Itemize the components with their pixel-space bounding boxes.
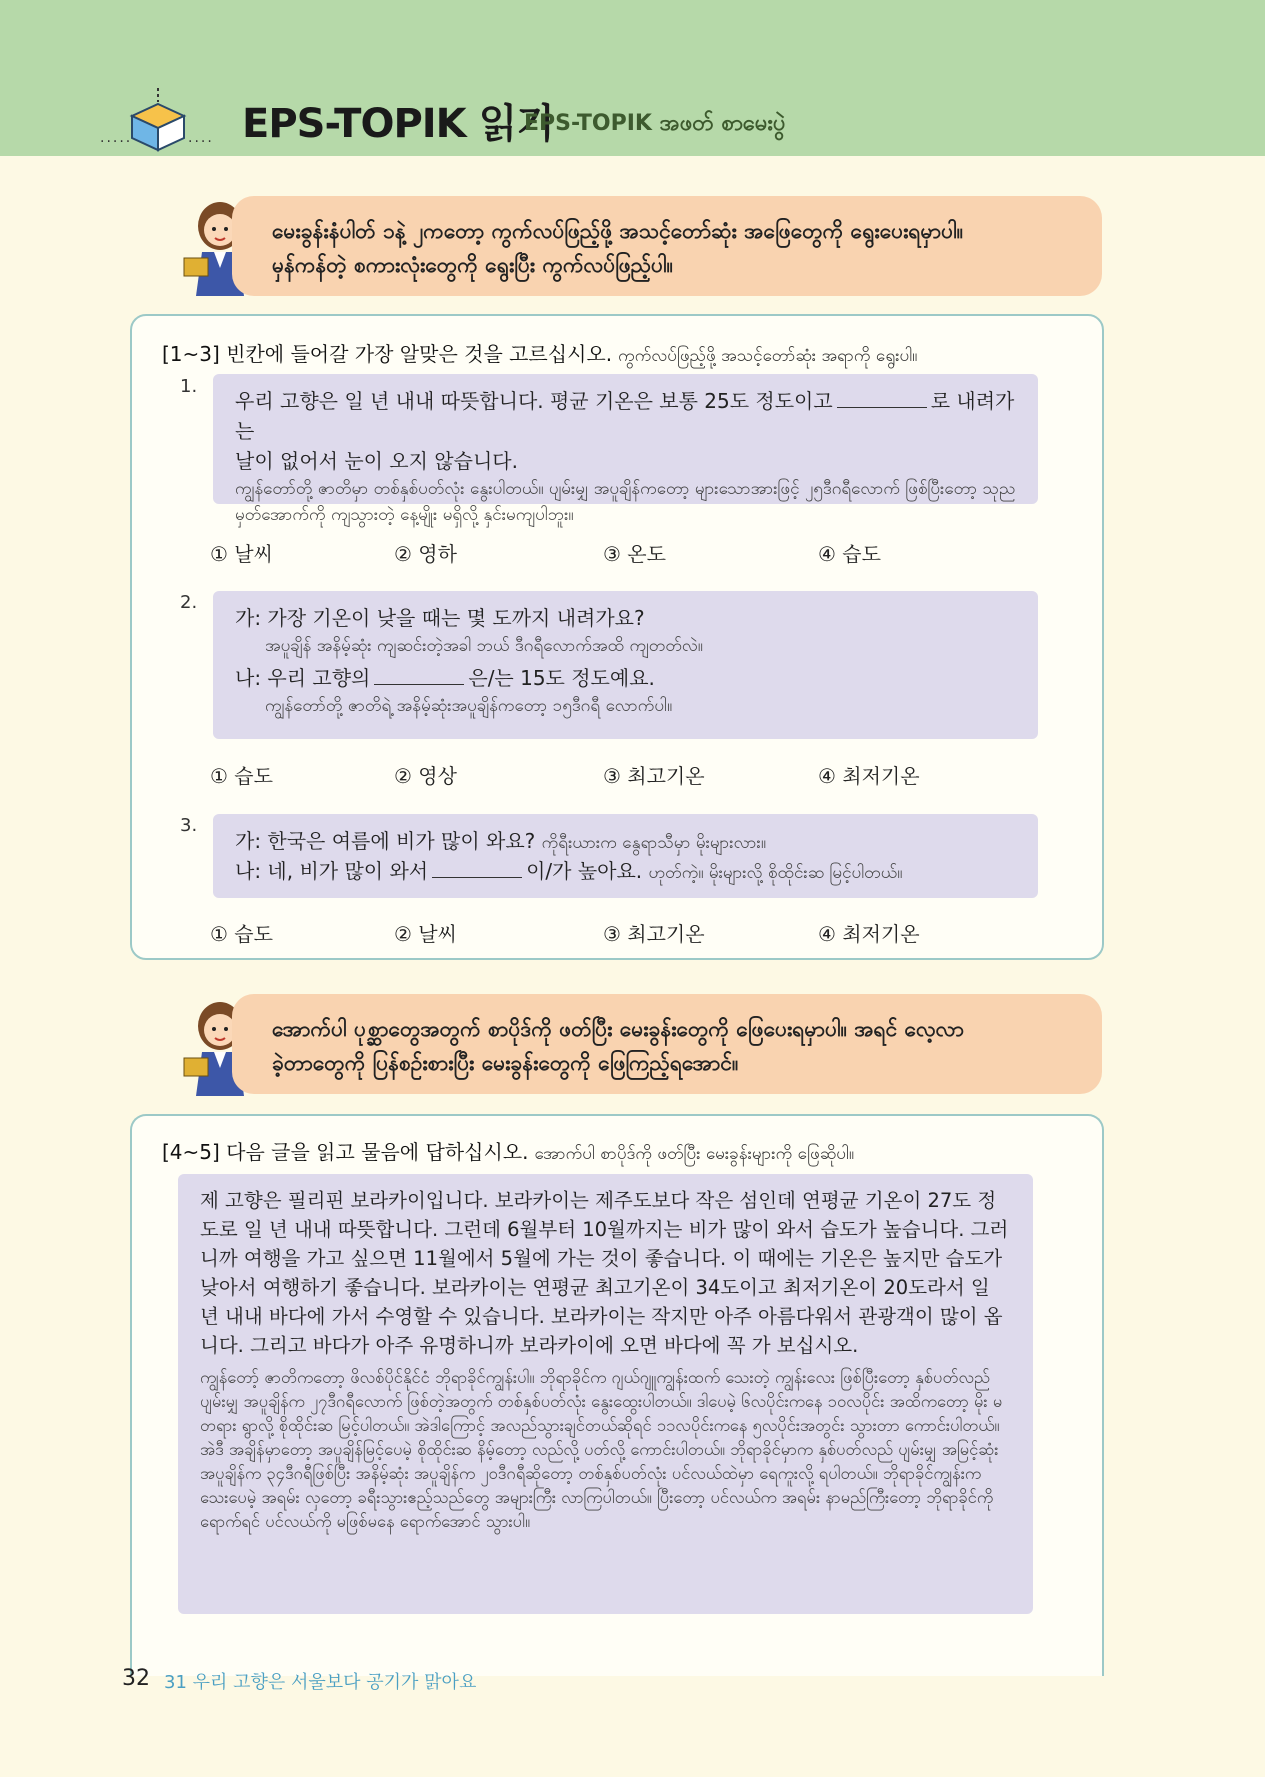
q1-option-3[interactable]: ③ 온도 [603,542,666,566]
q3-line-2-translation: ဟုတ်ကဲ့။ မိုးများလို့ စိုထိုင်းဆ မြင့်ပါတယ်။ [648,863,903,883]
bubble-1-line-1: မေးခွန်းနံပါတ် ၁နဲ့ ၂ကတော့ ကွက်လပ်ဖြည့်ဖို့ အသင့်တော်ဆုံး အဖြေတွေကို ရွေးပေးရမှာပါ။ [272,219,964,243]
page-title: EPS-TOPIK 읽기 [242,101,554,147]
question-2-panel [213,591,1038,739]
q1-option-2[interactable]: ② 영하 [394,542,457,566]
q1-text-b: 로 내려가는 [235,389,1015,443]
q3-option-1[interactable]: ① 습도 [210,922,273,946]
instruction-my: ကွက်လပ်ဖြည့်ဖို့ အသင့်တော်ဆုံး အရာကို ရွေးပါ။ [618,346,918,366]
q3-blank[interactable] [432,859,522,878]
q3-line-2-b: 이/가 높아요. [526,859,643,883]
q2-line-1: 가: 가장 기온이 낮을 때는 몇 도까지 내려가요? [235,606,645,630]
q2-option-3[interactable]: ③ 최고기온 [603,764,705,788]
instruction-2-ko: [4~5] 다음 글을 읽고 물음에 답하십시오. [162,1140,529,1164]
q2-blank[interactable] [374,666,464,685]
section-1-instruction [162,338,917,370]
bubble-2-line-1: အောက်ပါ ပုစ္ဆာတွေအတွက် စာပိုဒ်ကို ဖတ်ပြီး မေးခွန်းတွေကို ဖြေပေးရမှာပါ။ အရင် လေ့လာ [272,1017,964,1041]
section-2-instruction [162,1136,854,1168]
q1-text-a: 우리 고향은 일 년 내내 따뜻합니다. 평균 기온은 보통 25도 정도이고 [235,389,833,413]
q3-option-2[interactable]: ② 날씨 [394,922,457,946]
bubble-2-line-2: ခဲ့တာတွေကို ပြန်စဉ်းစားပြီး မေးခွန်းတွေကို ဖြေကြည့်ရအောင်။ [272,1051,739,1075]
q1-blank[interactable] [837,389,927,408]
q2-line-1-translation: အပူချိန် အနိမ့်ဆုံး ကျဆင်းတဲ့အခါ ဘယ် ဒီဂရီလောက်အထိ ကျတတ်လဲ။ [265,636,703,656]
q2-line-2-translation: ကျွန်တော်တို့ ဇာတိရဲ့ အနိမ့်ဆုံးအပူချိန်ကတော့ ၁၅ဒီဂရီ လောက်ပါ။ [265,696,673,716]
passage-myanmar: ကျွန်တော့် ဇာတိကတော့ ဖိလစ်ပိုင်နိုင်ငံ ဘိုရာခိုင်ကျွန်းပါ။ ဘိုရာခိုင်က ဂျယ်ဂျူကျွန်းထက် သေးတဲ့ ကျွန်းလေး ဖြစ်ပြီးတော့ နှစ်ပတ်လည် ပျမ်းမျှ အပူချိန်က ၂၇ဒီဂရီလောက် ဖြစ်တဲ့အတွက် တစ်နှစ်ပတ်လုံး နွေးထွေးပါတယ်။ ဒါပေမဲ့ ၆လပိုင်းကနေ ၁၀လပိုင်း အထိကတော့ မိုး မတရား ရွာလို့ စိုထိုင်းဆ မြင့်ပါတယ်။ အဲဒါကြောင့် အလည်သွားချင်တယ်ဆိုရင် ၁၁လပိုင်းကနေ ၅လပိုင်းအတွင်း သွားတာ ကောင်းပါတယ်။ အဲဒီ အချိန်မှာတော့ အပူချိန်မြင့်ပေမဲ့ စိုထိုင်းဆ နိမ့်တော့ လည်လို့ ပတ်လို့ ကောင်းပါတယ်။ ဘိုရာခိုင်မှာက နှစ်ပတ်လည် ပျမ်းမျှ အမြင့်ဆုံး အပူချိန်က ၃၄ဒီဂရီဖြစ်ပြီး အနိမ့်ဆုံး အပူချိန်က ၂၀ဒီဂရီဆိုတော့ တစ်နှစ်ပတ်လုံး ပင်လယ်ထဲမှာ ရေကူးလို့ ရပါတယ်။ ဘိုရာခိုင်ကျွန်းက သေးပေမဲ့ အရမ်း လှတော့ ခရီးသွားဧည့်သည်တွေ အများကြီး လာကြပါတယ်။ ပြီးတော့ ပင်လယ်က အရမ်း နာမည်ကြီးတော့ ဘိုရာခိုင်ကို ရောက်ရင် ပင်လယ်ကို မဖြစ်မနေ ရောက်အောင် သွားပါ။ [200,1368,1003,1531]
question-1-panel [213,374,1038,525]
q3-line-1-translation: ကိုရီးယားက နွေရာသီမှာ မိုးများလား။ [541,833,766,853]
instruction-bubble-1 [232,196,1102,296]
question-number-3: 3. [180,815,198,836]
lesson-title: 31 우리 고향은 서울보다 공기가 맑아요 [164,1672,477,1693]
q1-option-1[interactable]: ① 날씨 [210,542,273,566]
instruction-2-my: အောက်ပါ စာပိုဒ်ကို ဖတ်ပြီး မေးခွန်းများကို ဖြေဆိုပါ။ [534,1144,854,1164]
instruction-bubble-2 [232,994,1102,1094]
q2-option-4[interactable]: ④ 최저기온 [818,764,920,788]
page-subtitle: EPS-TOPIK အဖတ် စာမေးပွဲ [524,111,786,136]
reading-passage [178,1174,1033,1614]
q1-text-c: 날이 없어서 눈이 오지 않습니다. [235,449,518,473]
q3-option-4[interactable]: ④ 최저기온 [818,922,920,946]
dots-decoration-right: ···· [188,134,214,150]
bubble-1-line-2: မှန်ကန်တဲ့ စကားလုံးတွေကို ရွေးပြီး ကွက်လပ်ဖြည့်ပါ။ [272,253,673,277]
q3-option-3[interactable]: ③ 최고기온 [603,922,705,946]
q1-translation: ကျွန်တော်တို့ ဇာတိမှာ တစ်နှစ်ပတ်လုံး နွေးပါတယ်။ ပျမ်းမျှ အပူချိန်ကတော့ များသောအားဖြင့် ၂၅ဒီဂရီလောက် ဖြစ်ပြီးတော့ သုညမှတ်အောက်ကို ကျသွားတဲ့ နေ့မျိုး မရှိလို့ နှင်းမကျပါဘူး။ [235,479,1016,525]
question-3-panel [213,814,1038,898]
cube-icon [128,88,188,152]
question-number-2: 2. [180,592,198,613]
passage-korean: 제 고향은 필리핀 보라카이입니다. 보라카이는 제주도보다 작은 섬인데 연평균 기온이 27도 정도로 일 년 내내 따뜻합니다. 그런데 6월부터 10월까지는 비가 많이 와서 습도가 높습니다. 그러니까 여행을 가고 싶으면 11월에서 5월에 가는 것이 좋습니다. 이 때에는 기온은 높지만 습도가 낮아서 여행하기 좋습니다. 보라카이는 연평균 최고기온이 34도이고 최저기온이 20도라서 일 년 내내 바다에 가서 수영할 수 있습니다. 보라카이는 작지만 아주 아름다워서 관광객이 많이 옵니다. 그리고 바다가 아주 유명하니까 보라카이에 오면 바다에 꼭 가 보십시오. [200,1189,1009,1357]
page-number: 32 [122,1666,150,1691]
q2-line-2-b: 은/는 15도 정도예요. [468,666,655,690]
q3-line-1: 가: 한국은 여름에 비가 많이 와요? [235,829,536,853]
dots-decoration-left: ····· [100,134,133,150]
question-number-1: 1. [180,376,198,397]
q2-option-1[interactable]: ① 습도 [210,764,273,788]
q2-option-2[interactable]: ② 영상 [394,764,457,788]
instruction-ko: [1~3] 빈칸에 들어갈 가장 알맞은 것을 고르십시오. [162,342,613,366]
q1-option-4[interactable]: ④ 습도 [818,542,881,566]
q2-line-2-a: 나: 우리 고향의 [235,666,371,690]
q3-line-2-a: 나: 네, 비가 많이 와서 [235,859,429,883]
